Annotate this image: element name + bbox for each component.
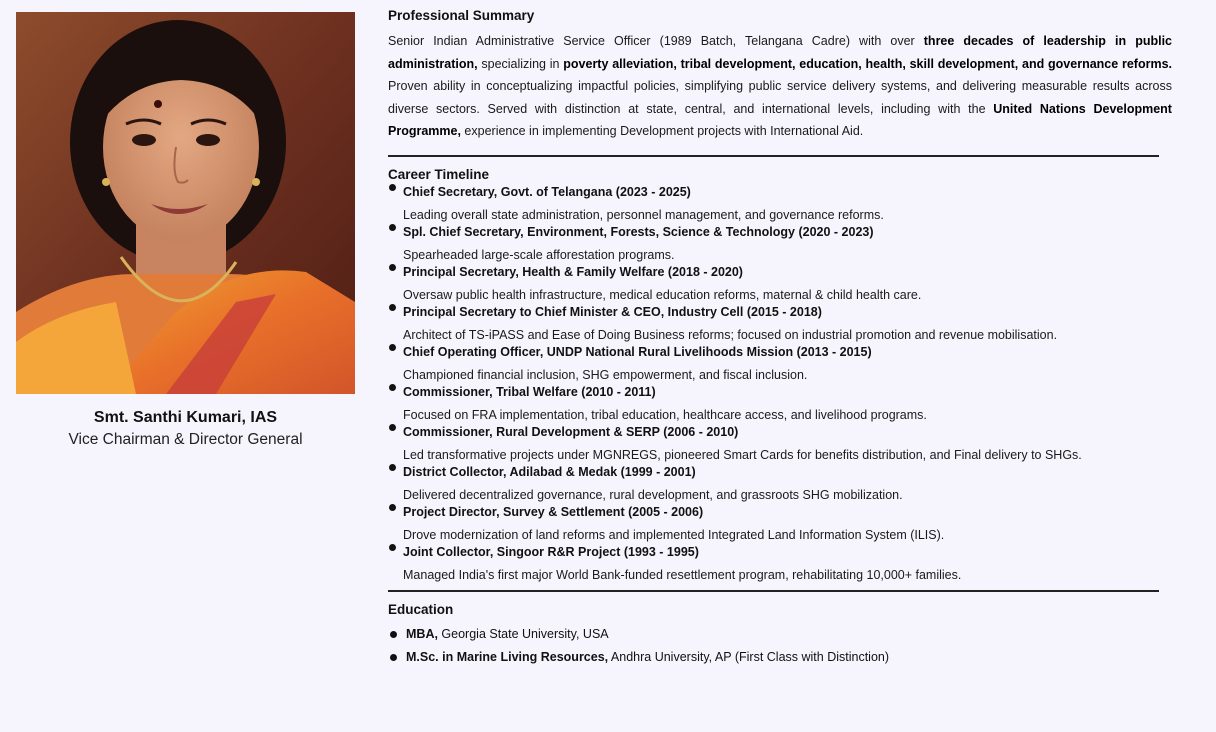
timeline-item [388, 421, 1172, 466]
bullet-icon [390, 631, 397, 638]
timeline-role: Commissioner, Rural Development & SERP (2006 - 2010) [403, 425, 739, 439]
bullet-icon [389, 224, 396, 231]
timeline-description: Led transformative projects under MGNREGS, pioneered Smart Cards for benefits distribution, and Final delivery to SHGs. [403, 447, 1082, 462]
bullet-icon [390, 654, 397, 661]
career-timeline-section [388, 167, 1172, 586]
timeline-role: Joint Collector, Singoor R&R Project (1993 - 1995) [403, 545, 699, 559]
timeline-description: Drove modernization of land reforms and implemented Integrated Land Information System (ILIS). [403, 527, 945, 542]
summary-fragment: specializing in [477, 56, 564, 71]
timeline-role: Spl. Chief Secretary, Environment, Forests, Science & Technology (2020 - 2023) [403, 225, 874, 239]
summary-fragment: experience in implementing Development projects with International Aid. [460, 124, 864, 138]
education-degree: M.Sc. in Marine Living Resources, [406, 649, 609, 664]
timeline-role: District Collector, Adilabad & Medak (1999 - 2001) [403, 465, 696, 479]
timeline-description: Focused on FRA implementation, tribal education, healthcare access, and livelihood programs. [403, 407, 927, 422]
bullet-icon [389, 544, 396, 551]
timeline-item [388, 381, 1172, 426]
timeline-item [388, 261, 1172, 306]
timeline-role: Chief Secretary, Govt. of Telangana (2023 - 2025) [403, 185, 691, 199]
bullet-icon [389, 264, 396, 271]
timeline-role: Principal Secretary to Chief Minister & CEO, Industry Cell (2015 - 2018) [403, 305, 822, 319]
timeline-role: Commissioner, Tribal Welfare (2010 - 2011) [403, 385, 656, 399]
timeline-description: Leading overall state administration, personnel management, and governance reforms. [403, 207, 884, 222]
timeline-role: Principal Secretary, Health & Family Welfare (2018 - 2020) [403, 265, 743, 279]
timeline-description: Architect of TS-iPASS and Ease of Doing Business reforms; focused on industrial promotion and revenue mobilisation. [403, 327, 1058, 342]
timeline-item [388, 541, 1172, 586]
bullet-icon [389, 384, 396, 391]
timeline-description: Oversaw public health infrastructure, medical education reforms, maternal & child health care. [403, 287, 922, 302]
timeline-item [388, 341, 1172, 386]
timeline-item [388, 181, 1172, 226]
profile-details [388, 8, 1172, 668]
summary-fragment: Proven ability in conceptualizing impactful policies, simplifying public service delivery systems, and delivering measurable results across diverse sectors. Served with distinction at state, central, and international levels, including with the [388, 79, 1172, 116]
education-list [388, 623, 1172, 668]
bullet-icon [389, 424, 396, 431]
timeline-description: Spearheaded large-scale afforestation programs. [403, 247, 675, 262]
bullet-icon [389, 344, 396, 351]
timeline-item [388, 221, 1172, 266]
timeline-item [388, 501, 1172, 546]
summary-highlight: poverty alleviation, tribal development, education, health, skill development, and governance reforms. [563, 56, 1172, 71]
professional-summary-section [388, 8, 1172, 143]
bullet-icon [389, 184, 396, 191]
profile-name: Smt. Santhi Kumari, IAS [93, 409, 278, 426]
profile-photo [16, 12, 355, 394]
divider [388, 590, 1159, 592]
timeline-role: Chief Operating Officer, UNDP National Rural Livelihoods Mission (2013 - 2015) [403, 345, 872, 359]
education-school: Georgia State University, USA [437, 627, 609, 641]
timeline-description: Delivered decentralized governance, rural development, and grassroots SHG mobilization. [403, 487, 903, 502]
timeline-item [388, 301, 1172, 346]
education-section [388, 602, 1172, 668]
summary-heading: Professional Summary [388, 8, 535, 23]
timeline-heading: Career Timeline [388, 167, 490, 182]
divider [388, 155, 1159, 157]
education-school: Andhra University, AP (First Class with Distinction) [608, 649, 890, 664]
education-degree: MBA, [406, 627, 438, 641]
profile-title: Vice Chairman & Director General [68, 431, 303, 448]
summary-fragment: Senior Indian Administrative Service Officer (1989 Batch, Telangana Cadre) with over [388, 34, 924, 48]
education-item [388, 623, 1172, 646]
timeline-role: Project Director, Survey & Settlement (2005 - 2006) [403, 505, 704, 519]
timeline-description: Championed financial inclusion, SHG empowerment, and fiscal inclusion. [403, 367, 808, 382]
summary-highlight: United Nations Development Programme, [388, 101, 1172, 138]
education-item [388, 646, 1172, 669]
timeline-list [388, 181, 1172, 586]
bullet-icon [389, 464, 396, 471]
timeline-description: Managed India's first major World Bank-funded resettlement program, rehabilitating 10,000+ families. [403, 567, 962, 582]
bullet-icon [389, 304, 396, 311]
profile-card [16, 12, 355, 449]
bullet-icon [389, 504, 396, 511]
summary-text [388, 30, 1172, 143]
education-heading: Education [388, 602, 454, 617]
portrait-illustration [16, 12, 355, 394]
summary-highlight: three decades of leadership in public administration, [388, 34, 1172, 71]
timeline-item [388, 461, 1172, 506]
